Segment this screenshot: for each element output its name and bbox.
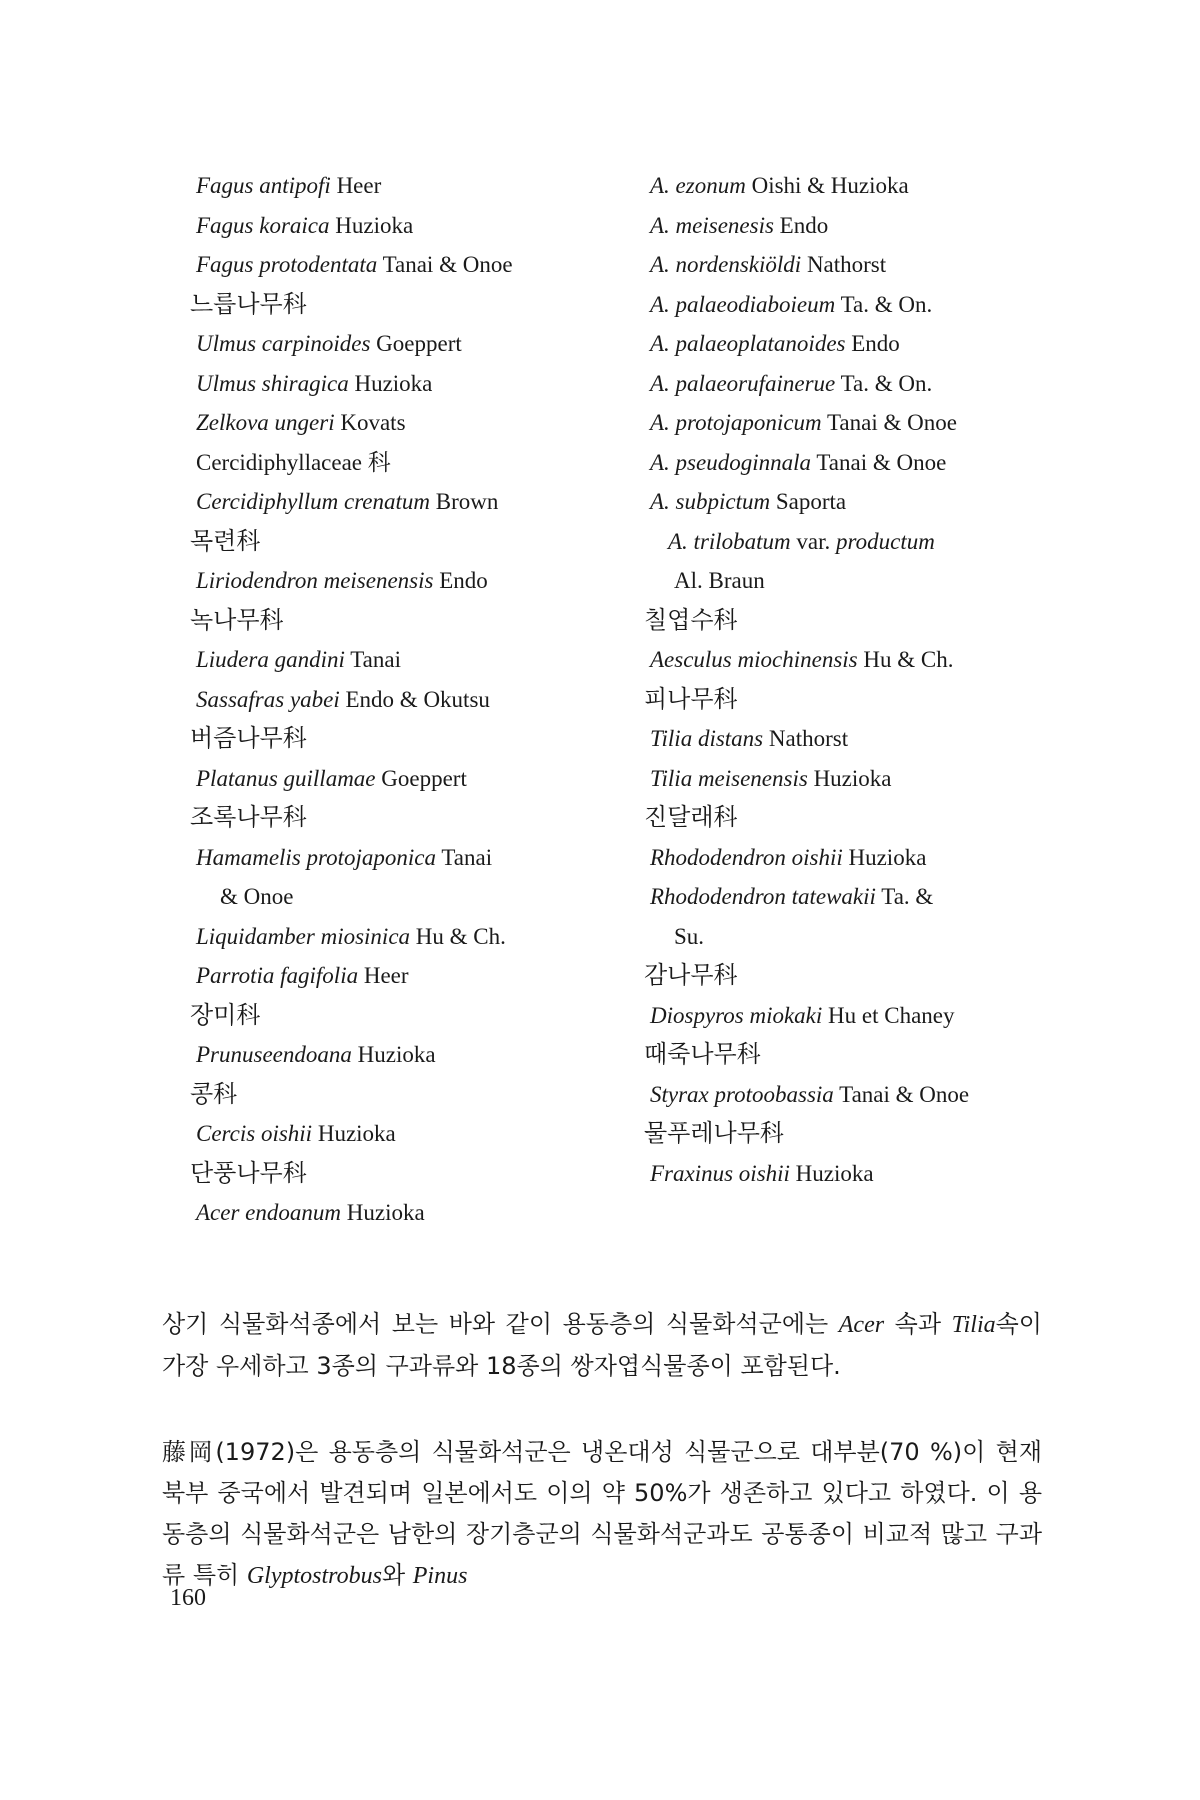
- species-entry: [196, 482, 616, 522]
- species-name: Rhododendron tatewakii: [650, 884, 876, 909]
- species-name: A. nordenskiöldi: [650, 252, 802, 277]
- species-entry: [650, 877, 1030, 917]
- species-entry: [196, 917, 616, 957]
- species-name: Fagus protodentata: [196, 252, 378, 277]
- genus-acer: Acer: [838, 1312, 885, 1338]
- species-author: Huzioka: [312, 1121, 396, 1146]
- species-entry: [650, 166, 1030, 206]
- species-name: Ulmus shiragica: [196, 370, 349, 396]
- species-entry: [650, 719, 1030, 759]
- family-heading: 목련科: [190, 526, 261, 555]
- species-author: Kovats: [334, 410, 406, 435]
- species-entry: [196, 245, 616, 285]
- author-continuation: Su.: [674, 923, 705, 949]
- species-entry: [650, 1075, 1030, 1115]
- species-author: Ta. & On.: [835, 291, 933, 317]
- family-heading: 버즘나무科: [190, 724, 307, 752]
- body-paragraph-2: [162, 1432, 1042, 1597]
- paragraph-text: 속이 가장 우세하고 3종의 구과류와 18종의 쌍자엽식물종이 포함된다.: [162, 1310, 1042, 1380]
- species-entry: [650, 996, 1030, 1036]
- genus-tilia: Tilia: [951, 1312, 996, 1338]
- paragraph-text: 속과: [884, 1310, 952, 1338]
- species-name: A. subpictum: [650, 489, 771, 514]
- genus-pinus: Pinus: [412, 1563, 468, 1589]
- species-author: Nathorst: [801, 252, 887, 277]
- family-heading: 때죽나무科: [644, 1040, 761, 1068]
- species-author: Oishi & Huzioka: [745, 173, 909, 198]
- species-entry: [650, 364, 1030, 404]
- species-author: Tanai & Onoe: [821, 410, 957, 435]
- species-name: Fagus antipofi: [196, 173, 331, 198]
- species-entry: [196, 680, 616, 720]
- family-heading: 장미科: [190, 1000, 261, 1029]
- family-heading: 녹나무科: [190, 605, 284, 634]
- species-entry: [650, 245, 1030, 285]
- species-author: Endo: [845, 331, 900, 356]
- species-name: A. meisenesis: [650, 212, 774, 238]
- species-author: Tanai & Onoe: [377, 252, 513, 277]
- species-name: Ulmus carpinoides: [196, 331, 371, 356]
- species-author: Huzioka: [329, 212, 414, 238]
- species-entry: [196, 1114, 616, 1154]
- species-name: A. palaeodiaboieum: [650, 291, 836, 317]
- species-entry: [196, 166, 616, 206]
- family-heading: 콩科: [190, 1079, 238, 1108]
- species-author: Tanai & Onoe: [833, 1081, 970, 1107]
- species-name: Tilia distans: [650, 726, 764, 751]
- species-author: Saporta: [770, 489, 847, 514]
- species-name: A. palaeoplatanoides: [650, 331, 846, 356]
- species-author: Tanai & Onoe: [811, 449, 947, 475]
- paragraph-text: 藤岡(1972)은 용동층의 식물화석군은 냉온대성 식물군으로 대부분(70 %)이 현재 북부 중국에서 발견되며 일본에서도 이의 약 50%가 생존하고 있다고 하였다. 이 용동층의 식물화석군은 남한의 장기층군의 식물화석군과도 공통종이 비교적 많고 구과류 특히: [162, 1438, 1042, 1589]
- species-name: Rhododendron oishii: [650, 844, 843, 870]
- species-name: Sassafras yabei: [196, 686, 340, 712]
- species-author: Huzioka: [807, 765, 892, 791]
- family-heading: 물푸레나무科: [644, 1119, 784, 1147]
- species-name: Parrotia fagifolia: [196, 963, 359, 988]
- species-name: Liriodendron meisenensis: [196, 568, 434, 593]
- paragraph-text: 상기 식물화석종에서 보는 바와 같이 용동층의 식물화석군에는: [162, 1310, 839, 1338]
- species-author: Huzioka: [842, 844, 927, 870]
- species-entry: [650, 206, 1030, 246]
- species-entry: [650, 759, 1030, 799]
- species-name: Cercidiphyllum crenatum: [196, 489, 430, 514]
- species-entry: [196, 838, 616, 878]
- species-entry: [650, 482, 1030, 522]
- species-name: Hamamelis protojaponica: [196, 844, 436, 870]
- species-author: Heer: [358, 963, 409, 988]
- species-name: Platanus guillamae: [196, 765, 376, 791]
- species-author: Tanai: [436, 844, 493, 870]
- species-author: Nathorst: [763, 726, 849, 751]
- species-author: Hu & Ch.: [857, 647, 954, 672]
- species-author: Huzioka: [789, 1160, 874, 1186]
- species-author: Heer: [330, 173, 382, 198]
- species-entry: [196, 1035, 616, 1075]
- species-name: Fraxinus oishii: [650, 1160, 790, 1186]
- species-entry: [196, 403, 616, 443]
- species-entry: [650, 522, 1030, 562]
- species-author: Tanai: [344, 647, 401, 672]
- species-author: Endo: [433, 568, 488, 593]
- species-entry: [650, 1154, 1030, 1194]
- family-heading: 칠엽수科: [644, 605, 738, 634]
- family-heading: 조록나무科: [190, 803, 307, 831]
- species-author: Huzioka: [348, 370, 433, 396]
- species-name: Cercis oishii: [196, 1121, 313, 1146]
- genus-glyptostrobus: Glyptostrobus: [246, 1563, 382, 1589]
- species-list-right: [644, 166, 1030, 1193]
- species-author: Endo: [773, 212, 829, 238]
- species-entry: [196, 206, 616, 246]
- species-author: Huzioka: [341, 1200, 425, 1225]
- species-name: A. protojaponicum: [650, 410, 822, 435]
- species-author: Goeppert: [375, 765, 467, 791]
- species-author: Ta. & On.: [835, 370, 933, 396]
- body-paragraph-1: [162, 1304, 1042, 1387]
- family-heading: 진달래科: [644, 803, 738, 831]
- species-entry: [196, 561, 616, 601]
- page-number: 160: [170, 1585, 206, 1611]
- species-entry: [650, 838, 1030, 878]
- paragraph-text: 와: [381, 1561, 413, 1589]
- author-continuation: & Onoe: [220, 884, 294, 909]
- species-name: A. pseudoginnala: [650, 449, 811, 475]
- species-list-left: [190, 166, 616, 1233]
- species-author: Huzioka: [351, 1042, 436, 1067]
- species-name: A. trilobatum: [668, 528, 791, 554]
- species-entry: [650, 324, 1030, 364]
- species-entry: [196, 324, 616, 364]
- species-name: Fagus koraica: [196, 212, 330, 238]
- family-heading: 느릅나무科: [190, 289, 307, 318]
- species-entry: [650, 403, 1030, 443]
- species-entry: [196, 364, 616, 404]
- species-entry: [196, 956, 616, 996]
- species-name: Styrax protoobassia: [650, 1081, 834, 1107]
- family-heading: 단풍나무科: [190, 1158, 307, 1187]
- species-entry: [650, 640, 1030, 680]
- species-author: Ta. &: [875, 884, 934, 909]
- species-name: A. ezonum: [650, 173, 746, 198]
- species-entry: [196, 640, 616, 680]
- species-name: Acer endoanum: [196, 1200, 341, 1225]
- species-author: var.: [790, 528, 837, 554]
- species-name: Tilia meisenensis: [650, 765, 808, 791]
- species-name: Diospyros miokaki: [650, 1002, 823, 1028]
- species-author: Goeppert: [370, 331, 462, 356]
- species-author: Endo & Okutsu: [339, 686, 490, 712]
- species-entry: [196, 759, 616, 799]
- species-author: Brown: [430, 489, 499, 514]
- species-entry: [196, 1193, 616, 1233]
- species-name: Liquidamber miosinica: [196, 923, 411, 949]
- family-heading: 피나무科: [644, 684, 738, 713]
- species-name: Prunuseendoana: [196, 1042, 352, 1067]
- species-entry: [650, 285, 1030, 325]
- species-name: Liudera gandini: [196, 647, 345, 672]
- species-author: Hu & Ch.: [410, 923, 506, 949]
- variety-name: productum: [836, 528, 935, 554]
- species-name: Aesculus miochinensis: [650, 647, 858, 672]
- species-name: Zelkova ungeri: [196, 410, 335, 435]
- family-heading: 감나무科: [644, 961, 738, 989]
- species-author: Hu et Chaney: [822, 1002, 955, 1028]
- family-heading: Cercidiphyllaceae 科: [196, 449, 391, 475]
- species-name: A. palaeorufainerue: [650, 370, 836, 396]
- species-entry: [650, 443, 1030, 483]
- author-continuation: Al. Braun: [674, 568, 765, 593]
